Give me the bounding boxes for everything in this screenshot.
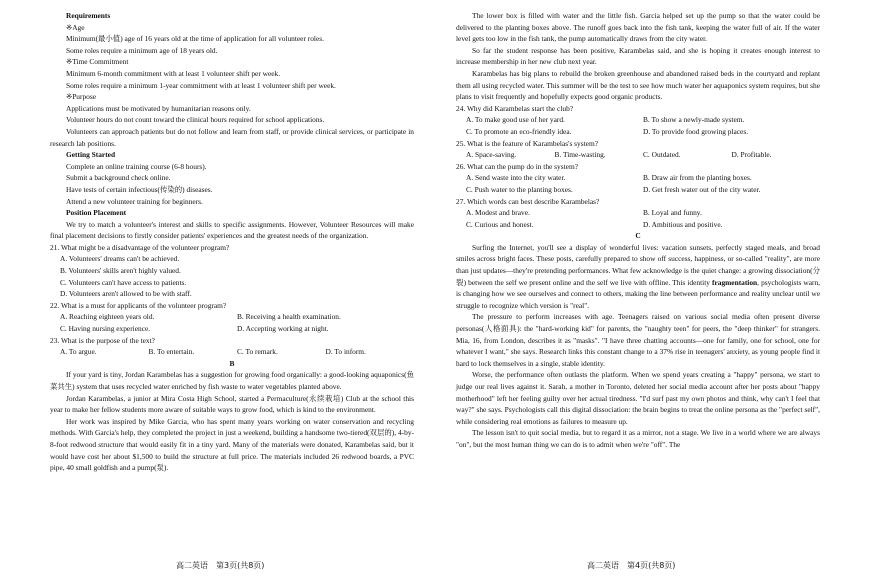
bold-word-fragmentation: fragmentation bbox=[712, 277, 758, 287]
paragraph: We try to match a volunteer's interest and skills to specific assignments. However, Volunteer Resources will make final placement decisions to firstly consider patients' experiences and the greatest needs of the organization. bbox=[50, 219, 414, 241]
option: B. Time-wasting. bbox=[554, 150, 606, 160]
option: B. To entertain. bbox=[148, 347, 195, 357]
text-line: Submit a background check online. bbox=[66, 173, 171, 183]
paragraph-part: Surfing the Internet, you'll see a display of wonderful lives: vacation sunsets, perfectly staged meals, and broad smiles across bright faces. These posts, carefully prepared to show off success, happiness, or so-called "reality", are more than just updates—they're pretending performances. What few acknowledge is the quiet change: a growing dissociation(分裂) between the self we present online and the self we live with offline. This identity bbox=[456, 242, 820, 287]
options-row bbox=[50, 311, 414, 323]
text-line: Applications must be motivated by humanitarian reasons only. bbox=[66, 103, 251, 113]
paragraph: If your yard is tiny, Jordan Karambelas has a suggestion for growing food organically: a good-looking aquaponics(鱼菜共生) system that uses recycled water enriched by fish waste to water vegetables planted above. bbox=[50, 370, 414, 391]
question-23: 23. What is the purpose of the text? bbox=[50, 335, 155, 345]
option: B. To show a newly-made system. bbox=[643, 115, 745, 125]
question-27: 27. Which words can best describe Karambelas? bbox=[456, 196, 600, 206]
text-line: Some roles require a minimum age of 18 years old. bbox=[66, 45, 218, 55]
option: B. Loyal and funny. bbox=[643, 208, 702, 218]
options-row bbox=[456, 149, 820, 161]
subheading-purpose: ※Purpose bbox=[66, 92, 97, 102]
heading-position-placement: Position Placement bbox=[66, 208, 127, 218]
option: C. Push water to the planting boxes. bbox=[466, 184, 573, 194]
option: B. Volunteers' skills aren't highly valued. bbox=[60, 266, 181, 276]
option: C. Having nursing experience. bbox=[60, 324, 151, 334]
option: C. To remark. bbox=[237, 347, 278, 357]
option: B. Draw air from the planting boxes. bbox=[643, 173, 752, 183]
option: D. To inform. bbox=[325, 347, 366, 357]
question-26: 26. What can the pump do in the system? bbox=[456, 161, 578, 171]
text-line: Complete an online training course (6-8 hours). bbox=[66, 161, 207, 171]
option: A. To make good use of her yard. bbox=[466, 115, 565, 125]
paragraph: Volunteers can approach patients but do not follow and learn from staff, or provide clinical services, or participate in research lab positions. bbox=[50, 126, 414, 148]
paragraph: Worse, the performance often outlasts the platform. When we spend years creating a "happy" persona, we start to judge our real lives against it. Sarah, a mother in Toronto, deleted her social media account after her posts about "happy motherhood" left her feeling guilty over her actual tiredness. "I'd surf past my own photos and think, why can't I feel that way?" she says. Psychologists call this digital dissociation: the brain begins to treat the online persona as the "perfect self", while considering real emotions as failures to measure up. bbox=[456, 370, 820, 426]
option: D. Ambitious and positive. bbox=[643, 219, 723, 229]
heading-getting-started: Getting Started bbox=[66, 150, 116, 160]
option: A. Send waste into the city water. bbox=[466, 173, 566, 183]
option: B. Receiving a health examination. bbox=[237, 312, 341, 322]
option: C. To promote an eco-friendly idea. bbox=[466, 126, 572, 136]
options-row bbox=[50, 323, 414, 335]
option: D. Volunteers aren't allowed to be with staff. bbox=[60, 289, 192, 299]
section-c-heading: C bbox=[635, 231, 641, 241]
options-row bbox=[456, 126, 820, 138]
text-line: Minimum 6-month commitment with at least 1 volunteer shift per week. bbox=[66, 68, 281, 78]
left-column bbox=[50, 10, 414, 474]
paragraph bbox=[456, 242, 820, 312]
subheading-time: ※Time Commitment bbox=[66, 57, 129, 67]
question-21: 21. What might be a disadvantage of the volunteer program? bbox=[50, 242, 230, 252]
question-24: 24. Why did Karambelas start the club? bbox=[456, 103, 574, 113]
options-row bbox=[456, 207, 820, 219]
option: A. Modest and brave. bbox=[466, 208, 530, 218]
option: D. Profitable. bbox=[731, 150, 772, 160]
question-22: 22. What is a must for applicants of the volunteer program? bbox=[50, 300, 227, 310]
paragraph-part: , psychologists warn, is changing how we see ourselves and connect to others, making the line between performance and reality unclear until we struggle to recognize which version is "real". bbox=[456, 277, 821, 310]
options-row bbox=[456, 184, 820, 196]
text-line: Volunteer hours do not count toward the clinical hours required for school applications. bbox=[66, 115, 325, 125]
right-column bbox=[456, 10, 820, 451]
heading-requirements: Requirements bbox=[66, 11, 111, 20]
option: D. Accepting working at night. bbox=[237, 324, 329, 334]
option: D. To provide food growing places. bbox=[643, 126, 749, 136]
options-row bbox=[50, 346, 414, 358]
text-line: Have tests of certain infectious(传染的) diseases. bbox=[66, 184, 213, 194]
paragraph: The pressure to perform increases with age. Teenagers raised on various social media often present diverse personas(人格面具): the "hard-working kid" for parents, the "naughty teen" for peers, the "deep thinker" for strangers. Mia, 16, from London, describes it as "masks". "I have three chatting accounts—one for family, one for school, one for whatever I want," she says. Research links this constant change to a 37% rise in teenagers' anxiety, as young people find it hard to lock themselves in a single, stable identity. bbox=[456, 312, 820, 368]
option: A. Volunteers' dreams can't be achieved. bbox=[60, 254, 180, 264]
paragraph: So far the student response has been positive, Karambelas said, and she is hoping it creates enough interest to increase membership in her new club next year. bbox=[456, 45, 820, 67]
paragraph: Karambelas has big plans to rebuild the broken greenhouse and abandoned raised beds in the courtyard and replant them all using recycled water. This summer will be the test to see how much water her aquaponics system requires, but she plans to visit frequently and hopefully expects good organic products. bbox=[456, 68, 820, 102]
paragraph: The lower box is filled with water and the little fish. Garcia helped set up the pump so that the water could be delivered to the planting boxes above. The runoff goes back into the fish tank, keeping the water full of air. If the water level gets too low in the fish tank, the pump automatically draws from the city water. bbox=[456, 11, 820, 44]
option: C. Volunteers can't have access to patients. bbox=[60, 277, 187, 287]
options-row bbox=[456, 114, 820, 126]
option: A. Reaching eighteen years old. bbox=[60, 312, 155, 322]
footer-page-4: 高二英语 第4页(共8页) bbox=[587, 561, 676, 570]
paragraph: Jordan Karambelas, a junior at Mira Costa High School, started a Permaculture(永续栽培) Club at the school this year to make her fellow students more aware of suitable ways to grow food, which is kind to the environment. bbox=[50, 393, 414, 415]
options-row bbox=[456, 172, 820, 184]
option: C. Outdated. bbox=[643, 150, 681, 160]
text-line: Minimum(最小值) age of 16 years old at the time of application for all volunteer roles. bbox=[66, 34, 324, 44]
options-row bbox=[456, 219, 820, 231]
option: A. Space-saving. bbox=[466, 150, 517, 160]
text-line: Some roles require a minimum 1-year commitment with at least 1 volunteer shift per week. bbox=[66, 80, 336, 90]
option: A. To argue. bbox=[60, 347, 97, 357]
paragraph: The lesson isn't to quit social media, but to regard it as a mirror, not a stage. We live in a world where we are always "on", but the most human thing we can do is to admit when we're "off". The bbox=[456, 428, 820, 449]
question-25: 25. What is the feature of Karambelas's system? bbox=[456, 138, 598, 148]
paragraph: Her work was inspired by Mike Garcia, who has spent many years working on water conservation and recycling methods. With Garcia's help, they completed the project in just a weekend, building a handsome two-tiered(双层的), 4-by-8-foot redwood structure that would easily fit in a tiny yard. Many of the materials were donated, Karambelas said, but it would have cost her about $1,500 to build the structure at full price. The materials included 26 redwood boards, a PVC pipe, 40 small goldfish and a pump(泵). bbox=[50, 416, 414, 473]
option: D. Get fresh water out of the city water. bbox=[643, 184, 761, 194]
text-line: Attend a new volunteer training for beginners. bbox=[66, 196, 203, 206]
option: C. Curious and honest. bbox=[466, 219, 534, 229]
subheading-age: ※Age bbox=[66, 22, 85, 32]
section-b-heading: B bbox=[229, 358, 235, 368]
footer-page-3: 高二英语 第3页(共8页) bbox=[176, 561, 265, 570]
